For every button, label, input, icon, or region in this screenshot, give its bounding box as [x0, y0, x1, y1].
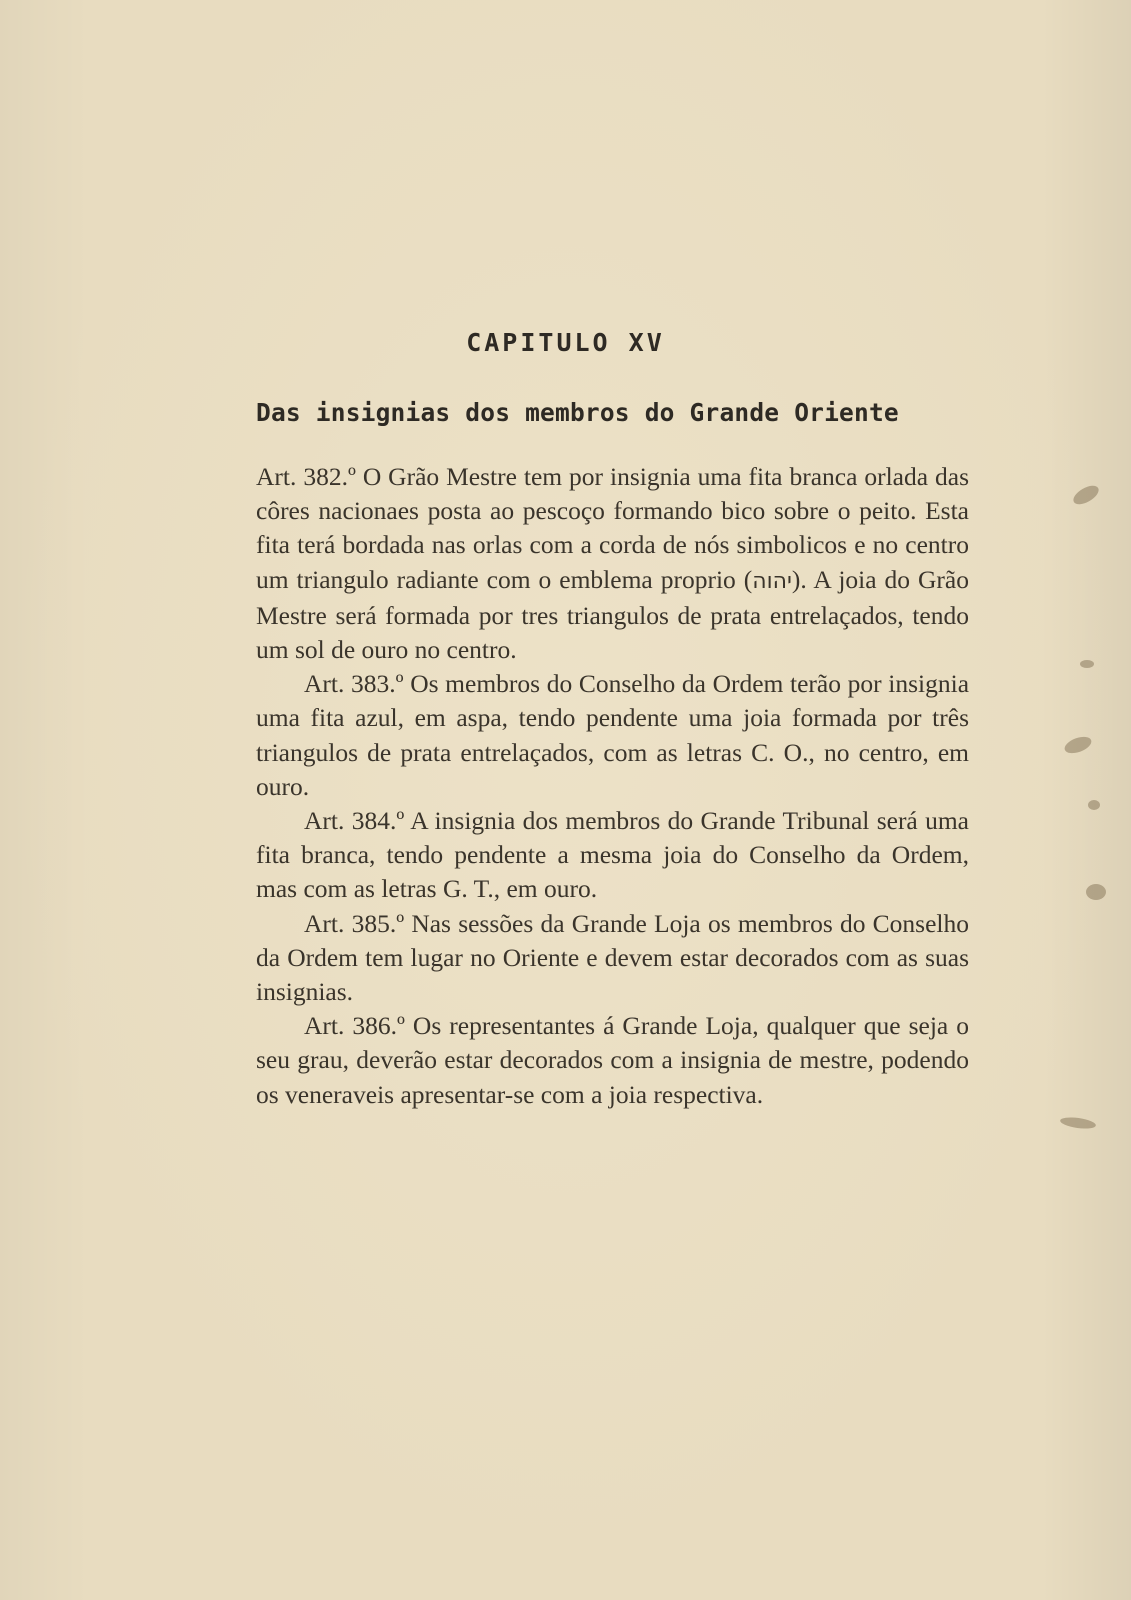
paper-damage-mark	[1059, 1116, 1096, 1131]
article-383	[256, 667, 969, 804]
article-label: Art. 384.º	[304, 806, 405, 836]
paper-damage-mark	[1080, 660, 1094, 668]
article-label: Art. 385.º	[304, 908, 405, 938]
paper-damage-mark	[1088, 800, 1100, 810]
article-text: A insignia dos membros do Grande Tribunal será uma fita branca, tendo pendente a mesma joia do Conselho da Ordem, mas com as letras G. T., em ouro.	[256, 806, 970, 904]
paper-damage-mark	[1062, 734, 1093, 757]
article-382	[256, 460, 969, 667]
articles-body	[256, 460, 969, 1112]
article-text: O Grão Mestre tem por insignia uma fita branca orlada das côres nacionaes posta ao pescoço formando bico sobre o peito. Esta fita terá bordada nas orlas com a corda de nós simbolicos e no centro um triangulo radiante com o emblema proprio (	[256, 462, 969, 594]
hebrew-emblem: יהוה	[752, 568, 792, 594]
paper-damage-mark	[1070, 482, 1101, 508]
article-384	[256, 804, 969, 907]
article-text: ). A joia do Grão Mestre será formada por tres triangulos de prata entrelaçados, tendo um sol de ouro no centro.	[256, 564, 969, 665]
article-text: Nas sessões da Grande Loja os membros do Conselho da Ordem tem lugar no Oriente e devem estar decorados com as suas insignias.	[256, 908, 969, 1007]
chapter-subtitle: Das insignias dos membros do Grande Oriente	[256, 398, 899, 427]
paper-damage-mark	[1086, 884, 1106, 900]
article-label: Art. 382.º	[256, 462, 356, 491]
article-label: Art. 383.º	[304, 669, 404, 699]
chapter-title: CAPITULO XV	[466, 328, 665, 357]
article-label: Art. 386.º	[304, 1011, 405, 1041]
article-text: Os representantes á Grande Loja, qualquer que seja o seu grau, deverão estar decorados com a insignia de mestre, podendo os veneraveis apresentar-se com a joia respectiva.	[256, 1011, 970, 1109]
article-385	[256, 907, 969, 1010]
article-text: Os membros do Conselho da Ordem terão por insignia uma fita azul, em aspa, tendo pendente uma joia formada por três triangulos de prata entrelaçados, com as letras C. O., no centro, em ouro.	[256, 669, 970, 801]
article-386	[256, 1009, 969, 1112]
